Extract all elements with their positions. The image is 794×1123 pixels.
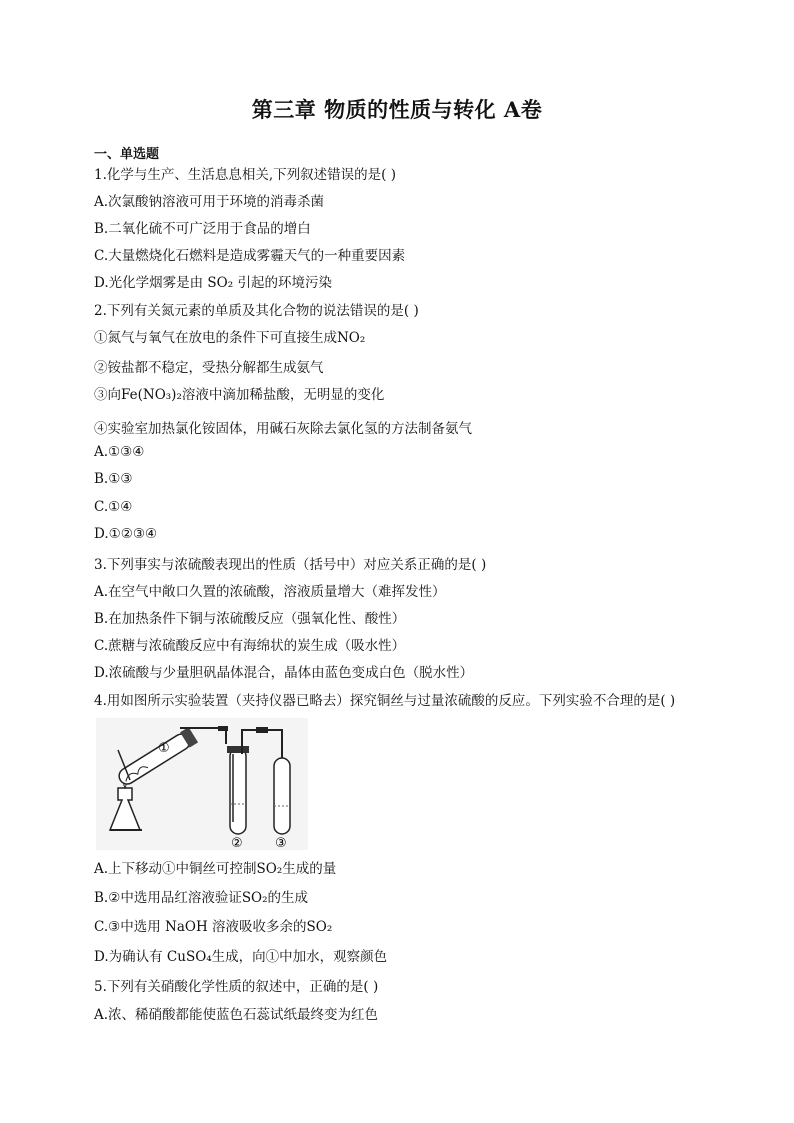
figure-label-3: ③ (275, 836, 287, 850)
question-1-stem: 1.化学与生产、生活息息相关,下列叙述错误的是( ) (94, 167, 396, 183)
section-heading: 一、单选题 (94, 147, 160, 162)
question-4-option-a: A.上下移动①中铜丝可控制SO₂生成的量 (94, 861, 337, 877)
question-1-option-a: A.次氯酸钠溶液可用于环境的消毒杀菌 (94, 194, 325, 210)
question-2-stem: 2.下列有关氮元素的单质及其化合物的说法错误的是( ) (94, 303, 419, 319)
question-3-option-c: C.蔗糖与浓硫酸反应中有海绵状的炭生成（吸水性） (94, 638, 406, 654)
question-5-stem: 5.下列有关硝酸化学性质的叙述中，正确的是( ) (94, 979, 379, 995)
question-3-option-a: A.在空气中敞口久置的浓硫酸，溶液质量增大（难挥发性） (94, 584, 446, 600)
question-2-statement-4: ④实验室加热氯化铵固体，用碱石灰除去氯化氢的方法制备氨气 (94, 421, 472, 437)
question-2-statement-3: ③向Fe(NO₃)₂溶液中滴加稀盐酸，无明显的变化 (94, 387, 385, 403)
page-title: 第三章 物质的性质与转化 A卷 (251, 97, 543, 122)
figure-label-1: ① (158, 741, 170, 756)
question-3-option-d: D.浓硫酸与少量胆矾晶体混合，晶体由蓝色变成白色（脱水性） (94, 665, 474, 681)
question-1-option-b: B.二氧化硫不可广泛用于食品的增白 (94, 221, 311, 237)
apparatus-figure (96, 718, 308, 850)
question-4-option-d: D.为确认有 CuSO₄生成，向①中加水，观察颜色 (94, 949, 388, 965)
question-1-option-d: D.光化学烟雾是由 SO₂ 引起的环境污染 (94, 275, 332, 291)
question-2-option-a: A.①③④ (94, 444, 145, 460)
question-3-stem: 3.下列事实与浓硫酸表现出的性质（括号中）对应关系正确的是( ) (94, 557, 487, 573)
question-4-stem: 4.用如图所示实验装置（夹持仪器已略去）探究铜丝与过量浓硫酸的反应。下列实验不合理的是( ) (94, 693, 676, 709)
question-4-option-c: C.③中选用 NaOH 溶液吸收多余的SO₂ (94, 919, 333, 935)
figure-label-2: ② (231, 836, 243, 850)
question-4-option-b: B.②中选用品红溶液验证SO₂的生成 (94, 890, 309, 906)
question-2-option-c: C.①④ (94, 499, 133, 515)
question-3-option-b: B.在加热条件下铜与浓硫酸反应（强氧化性、酸性） (94, 611, 406, 627)
question-2-statement-1: ①氮气与氧气在放电的条件下可直接生成NO₂ (94, 330, 366, 346)
question-2-statement-2: ②铵盐都不稳定，受热分解都生成氨气 (94, 360, 324, 376)
question-5-option-a: A.浓、稀硝酸都能使蓝色石蕊试纸最终变为红色 (94, 1007, 379, 1023)
question-1-option-c: C.大量燃烧化石燃料是造成雾霾天气的一种重要因素 (94, 248, 406, 264)
question-2-option-d: D.①②③④ (94, 526, 158, 542)
question-2-option-b: B.①③ (94, 471, 133, 487)
